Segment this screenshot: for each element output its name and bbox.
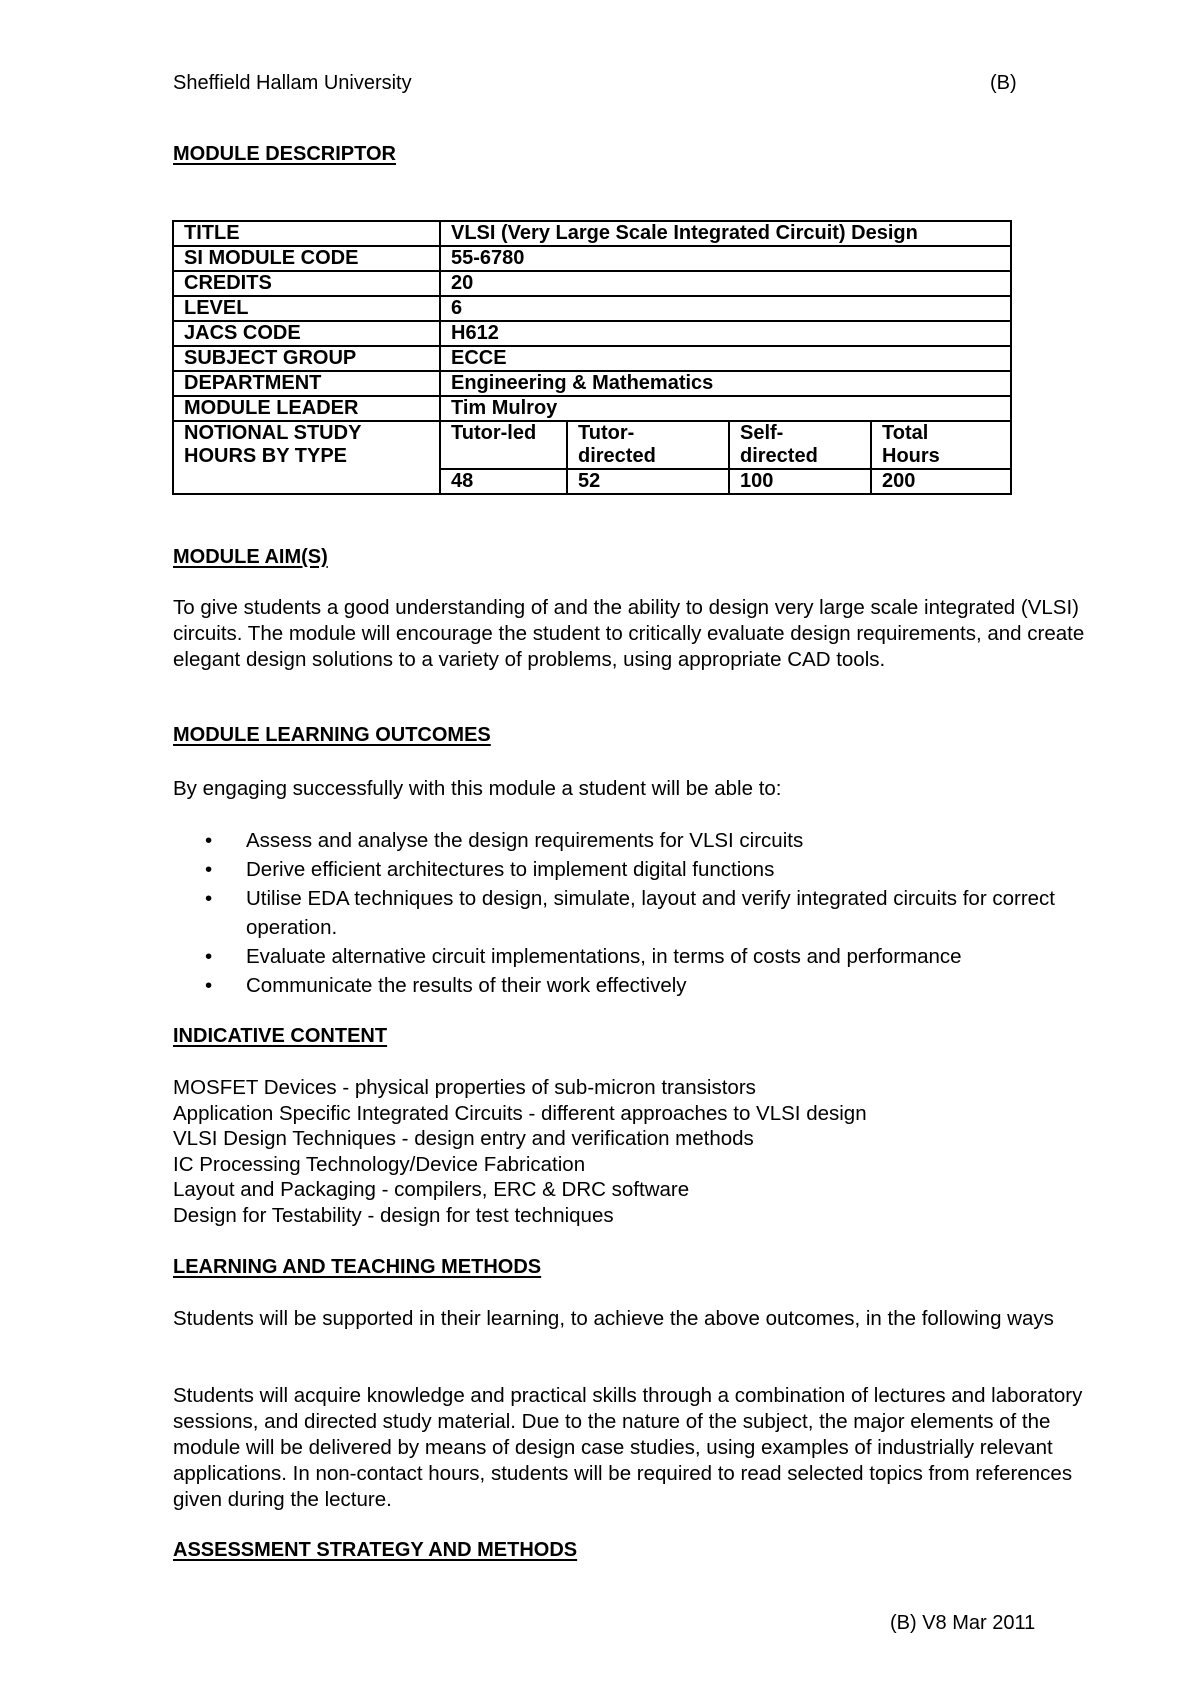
tutor-directed-label (567, 421, 729, 469)
table-value: 55-6780 (440, 246, 1011, 271)
header-institution: Sheffield Hallam University (173, 72, 412, 94)
content-heading: INDICATIVE CONTENT (173, 1025, 388, 1047)
list-item: Application Specific Integrated Circuits - different approaches to VLSI design (173, 1101, 867, 1125)
table-key: JACS CODE (173, 321, 440, 346)
outcome-text: Assess and analyse the design requirements for VLSI circuits (246, 829, 804, 852)
table-value: ECCE (440, 346, 1011, 371)
page-title: MODULE DESCRIPTOR (173, 143, 396, 165)
module-info-table (172, 220, 1012, 495)
teaching-para-2: Students will acquire knowledge and practical skills through a combination of lectures and laboratory sessions, and directed study material. Due to the nature of the subject, the major elements of the module will be delivered by means of design case studies, using examples of industrially relevant applications. In non-contact hours, students will be required to read selected topics from references given during the lecture. (173, 1384, 1083, 1511)
list-item (173, 855, 1113, 884)
table-key: SI MODULE CODE (173, 246, 440, 271)
list-item: VLSI Design Techniques - design entry and verification methods (173, 1127, 754, 1150)
table-key: LEVEL (173, 296, 440, 321)
header-code: (B) (990, 72, 1017, 94)
tutor-directed-label-line1: Tutor- (578, 422, 635, 444)
table-row (173, 371, 1011, 396)
table-value: Engineering & Mathematics (440, 371, 1011, 396)
list-item: Layout and Packaging - compilers, ERC & DRC software (173, 1178, 690, 1201)
assessment-heading: ASSESSMENT STRATEGY AND METHODS (173, 1539, 578, 1561)
table-value: VLSI (Very Large Scale Integrated Circuit) Design (440, 221, 1011, 246)
bullet-icon: • (205, 858, 213, 881)
outcome-text: Evaluate alternative circuit implementations, in terms of costs and performance (246, 945, 962, 968)
study-hours-header-row (173, 421, 1011, 469)
outcomes-heading: MODULE LEARNING OUTCOMES (173, 724, 491, 746)
table-key: TITLE (173, 221, 440, 246)
table-value: H612 (440, 321, 1011, 346)
tutor-directed-value: 52 (567, 469, 729, 494)
tutor-led-value: 48 (440, 469, 567, 494)
table-value: 20 (440, 271, 1011, 296)
table-row (173, 271, 1011, 296)
outcome-text: Utilise EDA techniques to design, simulate, layout and verify integrated circuits for correct operation. (246, 887, 1055, 939)
bullet-icon: • (205, 945, 213, 968)
list-item (173, 884, 1113, 942)
table-value: Tim Mulroy (440, 396, 1011, 421)
tutor-directed-label-line2: directed (578, 445, 656, 467)
list-item: IC Processing Technology/Device Fabrication (173, 1152, 586, 1176)
self-directed-label (729, 421, 871, 469)
aims-text: To give students a good understanding of and the ability to design very large scale integrated (VLSI) circuits. The module will encourage the student to critically evaluate design requirements, and create elegant design solutions to a variety of problems, using appropriate CAD tools. (173, 596, 1085, 671)
table-key: DEPARTMENT (173, 371, 440, 396)
table-key: SUBJECT GROUP (173, 346, 440, 371)
table-row (173, 296, 1011, 321)
outcomes-list (173, 826, 1113, 1000)
self-directed-label-line2: directed (740, 445, 818, 467)
table-key: MODULE LEADER (173, 396, 440, 421)
table-row (173, 221, 1011, 246)
list-item: Design for Testability - design for test techniques (173, 1203, 614, 1227)
bullet-icon: • (205, 829, 213, 852)
table-value: 6 (440, 296, 1011, 321)
list-item (173, 971, 1113, 1000)
list-item (173, 826, 1113, 855)
total-hours-label (871, 421, 1011, 469)
total-hours-value: 200 (871, 469, 1011, 494)
study-hours-key-line2: HOURS BY TYPE (184, 445, 347, 467)
footer-version: (B) V8 Mar 2011 (890, 1612, 1036, 1634)
tutor-led-label: Tutor-led (440, 421, 567, 469)
table-row (173, 321, 1011, 346)
table-row (173, 396, 1011, 421)
outcomes-intro: By engaging successfully with this module a student will be able to: (173, 777, 782, 800)
study-hours-key-line1: NOTIONAL STUDY (184, 422, 362, 444)
content-list (173, 1075, 867, 1228)
table-key: CREDITS (173, 271, 440, 296)
self-directed-value: 100 (729, 469, 871, 494)
outcome-text: Derive efficient architectures to implement digital functions (246, 858, 775, 881)
table-row (173, 346, 1011, 371)
bullet-icon: • (205, 887, 213, 910)
teaching-heading: LEARNING AND TEACHING METHODS (173, 1256, 542, 1278)
study-hours-key (173, 421, 440, 494)
outcome-text: Communicate the results of their work effectively (246, 974, 687, 997)
list-item: MOSFET Devices - physical properties of sub-micron transistors (173, 1076, 756, 1099)
aims-heading: MODULE AIM(S) (173, 546, 328, 568)
total-hours-label-line2: Hours (882, 445, 940, 467)
self-directed-label-line1: Self- (740, 422, 784, 444)
teaching-para-1: Students will be supported in their learning, to achieve the above outcomes, in the following ways (173, 1307, 1054, 1330)
total-hours-label-line1: Total (882, 422, 929, 444)
list-item (173, 942, 1113, 971)
table-row (173, 246, 1011, 271)
bullet-icon: • (205, 974, 213, 997)
